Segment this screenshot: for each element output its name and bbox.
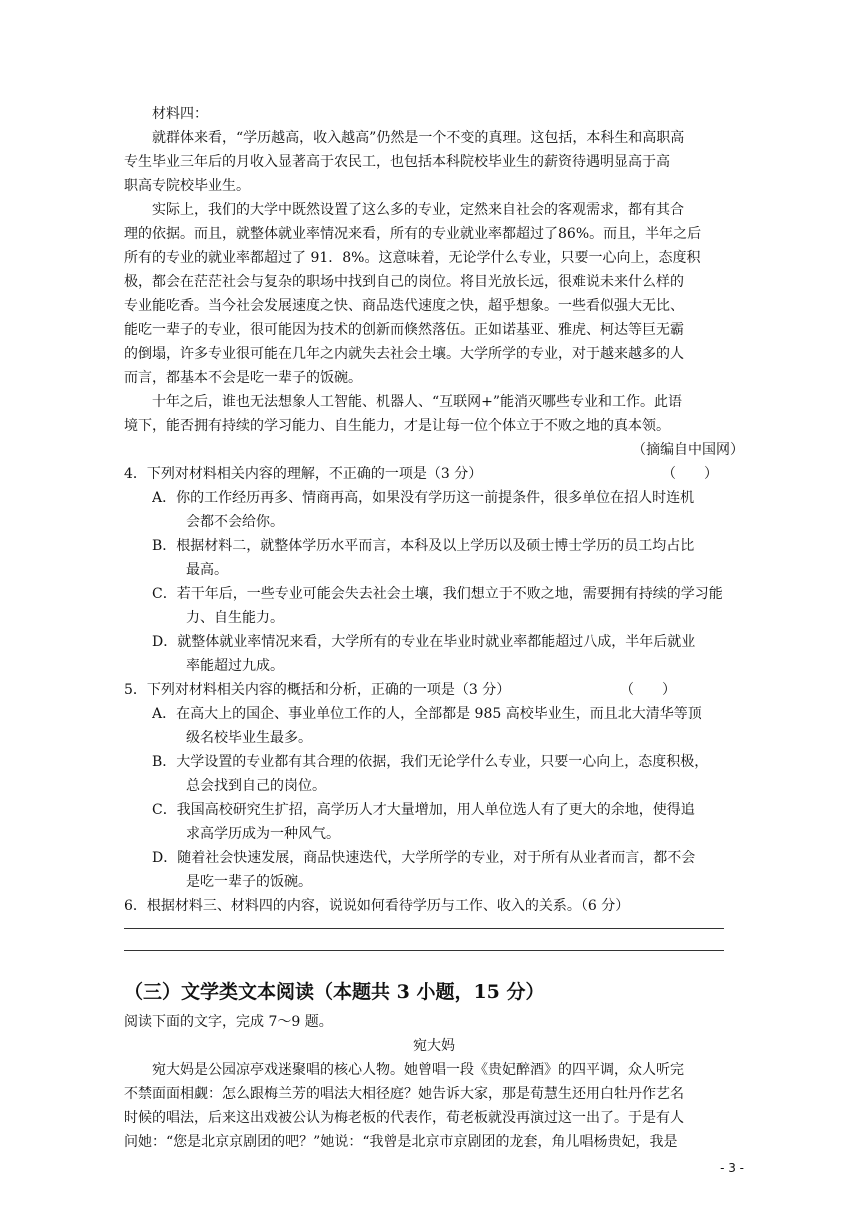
q5-option-b: B．大学设置的专业都有其合理的依据，我们无论学什么专业，只要一心向上，态度积极， [152, 754, 709, 770]
q4-option-a-cont: 会都不会给你。 [186, 514, 284, 530]
q5-option-c: C．我国高校研究生扩招，高学历人才大量增加，用人单位选人有了更大的余地，使得追 [152, 802, 695, 818]
material4-p2-line2: 理的依据。而且，就整体就业率情况来看，所有的专业就业率都超过了86%。而且，半年之后 [124, 226, 702, 242]
page-number: - 3 - [720, 1161, 744, 1175]
material4-p3-line2: 境下，能否拥有持续的学习能力、自生能力，才是让每一位个体立于不败之地的真本领。 [124, 418, 670, 434]
q5-stem: 5．下列对材料相关内容的概括和分析，正确的一项是（3 分） [124, 682, 511, 698]
answer-line-2 [124, 950, 724, 951]
material4-p2-line6: 能吃一辈子的专业，很可能因为技术的创新而倏然落伍。正如诺基亚、雅虎、柯达等巨无霸 [124, 322, 684, 338]
material4-p1-line3: 职高专院校毕业生。 [124, 178, 250, 194]
q4-stem: 4．下列对材料相关内容的理解，不正确的一项是（3 分） [124, 466, 483, 482]
q5-option-d: D．随着社会快速发展，商品快速迭代，大学所学的专业，对于所有从业者而言，都不会 [152, 850, 696, 866]
q6-stem: 6．根据材料三、材料四的内容，说说如何看待学历与工作、收入的关系。（6 分） [124, 898, 630, 914]
material4-p1-line1: 就群体来看，“学历越高，收入越高”仍然是一个不变的真理。这包括，本科生和高职高 [152, 130, 685, 146]
q4-option-d-cont: 率能超过九成。 [186, 658, 284, 674]
story-line-4: 问她：“您是北京京剧团的吧？”她说：“我曾是北京市京剧团的龙套，角儿唱杨贵妃，我是 [124, 1134, 678, 1150]
story-line-1: 宛大妈是公园凉亭戏迷聚唱的核心人物。她曾唱一段《贵妃醉酒》的四平调，众人听完 [152, 1062, 684, 1078]
material4-source: （摘编自中国网） [632, 442, 744, 458]
q4-option-a: A．你的工作经历再多、情商再高，如果没有学历这一前提条件，很多单位在招人时连机 [152, 490, 695, 506]
section-title: （三）文学类文本阅读（本题共 3 小题，15 分） [124, 981, 545, 1003]
material4-p2-line7: 的倒塌，许多专业很可能在几年之内就失去社会土壤。大学所学的专业，对于越来越多的人 [124, 346, 684, 362]
q5-option-a-cont: 级名校毕业生最多。 [186, 730, 312, 746]
q4-option-b: B．根据材料二，就整体学历水平而言，本科及以上学历以及硕士博士学历的员工均占比 [152, 538, 695, 554]
q4-option-c-cont: 力、自生能力。 [186, 610, 284, 626]
q5-option-a: A．在高大上的国企、事业单位工作的人，全部都是 985 高校毕业生，而且北大清华等顶 [152, 706, 702, 722]
story-line-2: 不禁面面相觑：怎么跟梅兰芳的唱法大相径庭？她告诉大家，那是荀慧生还用白牡丹作艺名 [124, 1086, 684, 1102]
q4-answer-bracket: （ ） [662, 466, 718, 482]
story-line-3: 时候的唱法，后来这出戏被公认为梅老板的代表作，荀老板就没再演过这一出了。于是有人 [124, 1110, 684, 1126]
q5-option-d-cont: 是吃一辈子的饭碗。 [186, 874, 312, 890]
section-instruction: 阅读下面的文字，完成 7～9 题。 [124, 1014, 333, 1030]
material4-p1-line2: 专生毕业三年后的月收入显著高于农民工，也包括本科院校毕业生的薪资待遇明显高于高 [124, 154, 670, 170]
q5-option-c-cont: 求高学历成为一种风气。 [186, 826, 340, 842]
q4-option-c: C．若干年后，一些专业可能会失去社会土壤，我们想立于不败之地，需要拥有持续的学习能 [152, 586, 723, 602]
story-title: 宛大妈 [413, 1038, 455, 1054]
material4-p2-line4: 极，都会在茫茫社会与复杂的职场中找到自己的岗位。将目光放长远，很难说未来什么样的 [124, 274, 684, 290]
material4-p2-line5: 专业能吃香。当今社会发展速度之快、商品迭代速度之快，超乎想象。一些看似强大无比、 [124, 298, 684, 314]
q4-option-d: D．就整体就业率情况来看，大学所有的专业在毕业时就业率都能超过八成，半年后就业 [152, 634, 696, 650]
material4-p2-line1: 实际上，我们的大学中既然设置了这么多的专业，定然来自社会的客观需求，都有其合 [152, 202, 684, 218]
material4-heading: 材料四： [152, 106, 208, 122]
material4-p2-line3: 所有的专业的就业率都超过了 91．8%。这意味着，无论学什么专业，只要一心向上，态度积 [124, 250, 701, 266]
material4-p3-line1: 十年之后，谁也无法想象人工智能、机器人、“互联网+”能消灭哪些专业和工作。此语 [152, 394, 683, 410]
q4-option-b-cont: 最高。 [186, 562, 228, 578]
answer-line-1 [124, 928, 724, 929]
material4-p2-line8: 而言，都基本不会是吃一辈子的饭碗。 [124, 370, 362, 386]
q5-answer-bracket: （ ） [620, 682, 676, 698]
q5-option-b-cont: 总会找到自己的岗位。 [186, 778, 326, 794]
